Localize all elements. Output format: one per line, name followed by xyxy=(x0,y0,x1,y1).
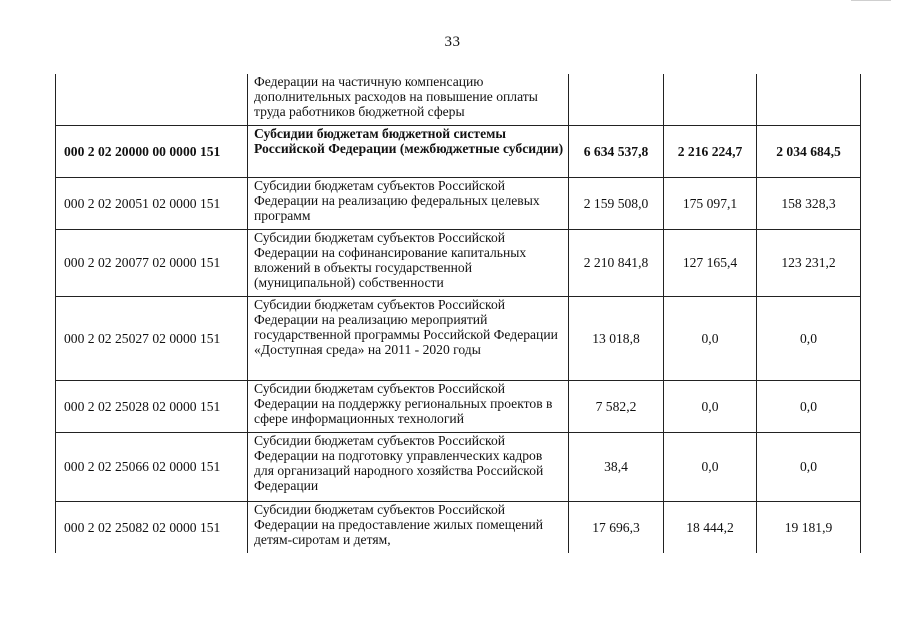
row-value-3: 19 181,9 xyxy=(757,501,861,553)
row-name-text: Федерации на частичную компенсацию дополнительных расходов на повышение оплаты труда работников бюджетной сферы xyxy=(254,74,538,119)
budget-table-body xyxy=(56,74,861,553)
table-row xyxy=(56,296,861,380)
row-value-2: 127 165,4 xyxy=(664,229,757,296)
row-name xyxy=(248,501,569,553)
row-value-2: 0,0 xyxy=(664,432,757,501)
row-value-3: 0,0 xyxy=(757,380,861,432)
row-value-1: 2 210 841,8 xyxy=(569,229,664,296)
row-code xyxy=(56,74,248,125)
row-value-1: 2 159 508,0 xyxy=(569,177,664,229)
row-name-text: Субсидии бюджетам субъектов Российской Федерации на предоставление жилых помещений детям-сиротам и детям, xyxy=(254,501,544,547)
row-name-text: Субсидии бюджетам субъектов Российской Федерации на реализацию федеральных целевых программ xyxy=(254,177,540,223)
row-name-text: Субсидии бюджетам субъектов Российской Федерации на поддержку региональных проектов в сфере информационных технологий xyxy=(254,380,553,426)
table-row xyxy=(56,501,861,553)
row-value-3 xyxy=(757,74,861,125)
page-number: 33 xyxy=(444,34,461,50)
row-value-3: 123 231,2 xyxy=(757,229,861,296)
row-code: 000 2 02 25027 02 0000 151 xyxy=(56,296,248,380)
row-value-1: 6 634 537,8 xyxy=(569,125,664,177)
row-value-2: 175 097,1 xyxy=(664,177,757,229)
row-name xyxy=(248,125,569,177)
row-value-1: 38,4 xyxy=(569,432,664,501)
row-code: 000 2 02 20051 02 0000 151 xyxy=(56,177,248,229)
budget-table xyxy=(55,74,861,553)
row-value-1: 17 696,3 xyxy=(569,501,664,553)
row-value-3: 0,0 xyxy=(757,432,861,501)
row-name-text: Субсидии бюджетам бюджетной системы Российской Федерации (межбюджетные субсидии) xyxy=(254,125,564,156)
table-row xyxy=(56,380,861,432)
row-name-text: Субсидии бюджетам субъектов Российской Федерации на подготовку управленческих кадров для организаций народного хозяйства Российской Федерации xyxy=(254,432,544,493)
row-value-3: 158 328,3 xyxy=(757,177,861,229)
row-name xyxy=(248,296,569,380)
row-name xyxy=(248,177,569,229)
row-value-3: 2 034 684,5 xyxy=(757,125,861,177)
row-name-text: Субсидии бюджетам субъектов Российской Федерации на софинансирование капитальных вложений в объекты государственной (муниципальной) собственности xyxy=(254,229,527,290)
row-value-2 xyxy=(664,74,757,125)
row-value-1: 7 582,2 xyxy=(569,380,664,432)
table-row xyxy=(56,74,861,125)
row-name xyxy=(248,380,569,432)
table-row xyxy=(56,432,861,501)
table-row xyxy=(56,229,861,296)
row-value-2: 2 216 224,7 xyxy=(664,125,757,177)
row-value-2: 18 444,2 xyxy=(664,501,757,553)
row-value-2: 0,0 xyxy=(664,380,757,432)
row-name xyxy=(248,229,569,296)
row-code: 000 2 02 25082 02 0000 151 xyxy=(56,501,248,553)
row-value-1 xyxy=(569,74,664,125)
row-code: 000 2 02 25066 02 0000 151 xyxy=(56,432,248,501)
row-code: 000 2 02 20000 00 0000 151 xyxy=(56,125,248,177)
table-row xyxy=(56,125,861,177)
row-value-2: 0,0 xyxy=(664,296,757,380)
row-value-3: 0,0 xyxy=(757,296,861,380)
scan-edge-mark xyxy=(851,0,891,1)
row-code: 000 2 02 25028 02 0000 151 xyxy=(56,380,248,432)
row-name xyxy=(248,74,569,125)
row-value-1: 13 018,8 xyxy=(569,296,664,380)
row-name-text: Субсидии бюджетам субъектов Российской Федерации на реализацию мероприятий государственной программы Российской Федерации «Доступная среда» на 2011 - 2020 годы xyxy=(254,296,558,357)
row-code: 000 2 02 20077 02 0000 151 xyxy=(56,229,248,296)
row-name xyxy=(248,432,569,501)
table-row xyxy=(56,177,861,229)
